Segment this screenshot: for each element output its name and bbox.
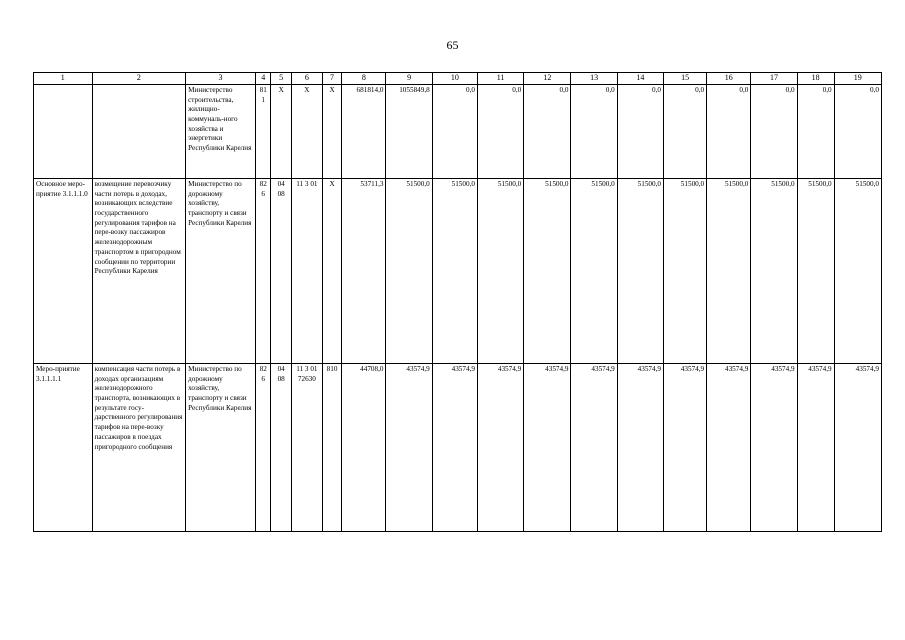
column-header: 11: [477, 73, 523, 85]
value-cell: 43574,9: [663, 363, 706, 531]
column-header: 14: [617, 73, 663, 85]
column-header: 18: [797, 73, 834, 85]
vr-cell: X: [322, 178, 342, 363]
column-header: 8: [342, 73, 386, 85]
column-header: 16: [707, 73, 751, 85]
value-cell: 0,0: [707, 84, 751, 178]
csr-cell: 11 3 01: [291, 178, 322, 363]
column-header: 17: [751, 73, 797, 85]
value-cell: 0,0: [617, 84, 663, 178]
value-cell: 51500,0: [834, 178, 881, 363]
measure-name-cell: [92, 84, 186, 178]
executor-cell: Министерство строительства, жилищно-коммуналь-ного хозяйства и энергетики Республики Карелия: [186, 84, 256, 178]
value-cell: 43574,9: [707, 363, 751, 531]
value-cell: 51500,0: [571, 178, 617, 363]
column-header: 12: [524, 73, 571, 85]
value-cell: 0,0: [571, 84, 617, 178]
value-cell: 43574,9: [477, 363, 523, 531]
value-cell: 51500,0: [797, 178, 834, 363]
value-cell: 51500,0: [477, 178, 523, 363]
column-header: 5: [271, 73, 292, 85]
value-cell: 43574,9: [834, 363, 881, 531]
executor-cell: Министерство по дорожному хозяйству, транспорту и связи Республики Карелия: [186, 363, 256, 531]
measure-code-cell: [34, 84, 93, 178]
table-row: [34, 363, 882, 531]
grbs-cell: 826: [256, 178, 271, 363]
value-cell: 51500,0: [432, 178, 477, 363]
column-header: 13: [571, 73, 617, 85]
budget-table: [33, 72, 882, 532]
page-number: 65: [446, 38, 459, 52]
csr-cell: 11 3 01 72630: [291, 363, 322, 531]
measure-code-cell: Основное меро-приятие 3.1.1.1.0: [34, 178, 93, 363]
value-cell: 0,0: [477, 84, 523, 178]
value-cell: 0,0: [834, 84, 881, 178]
value-cell: 51500,0: [386, 178, 432, 363]
vr-cell: X: [322, 84, 342, 178]
grbs-cell: 811: [256, 84, 271, 178]
value-cell: 53711,3: [342, 178, 386, 363]
table-row: [34, 178, 882, 363]
column-header: 6: [291, 73, 322, 85]
value-cell: 51500,0: [751, 178, 797, 363]
value-cell: 0,0: [751, 84, 797, 178]
value-cell: 51500,0: [524, 178, 571, 363]
rzpr-cell: 04 08: [271, 363, 292, 531]
column-header: 7: [322, 73, 342, 85]
value-cell: 43574,9: [751, 363, 797, 531]
column-header: 19: [834, 73, 881, 85]
value-cell: 43574,9: [386, 363, 432, 531]
value-cell: 51500,0: [617, 178, 663, 363]
vr-cell: 810: [322, 363, 342, 531]
table-row: [34, 84, 882, 178]
value-cell: 43574,9: [797, 363, 834, 531]
measure-name-cell: возмещение перевозчику части потерь в доходах, возникающих вследствие государственного регулирования тарифов на пере-возку пассажиров железнодорожным транспортом в пригородном сообщении по территории Республики Карелия: [92, 178, 186, 363]
header-row: [34, 73, 882, 85]
column-header: 2: [92, 73, 186, 85]
value-cell: 43574,9: [432, 363, 477, 531]
measure-name-cell: компенсация части потерь в доходах организациям железнодорожного транспорта, возникающих в результате госу-дарственного регулирования тарифов на пере-возку пассажиров в поездах пригородного сообщения: [92, 363, 186, 531]
column-header: 9: [386, 73, 432, 85]
grbs-cell: 826: [256, 363, 271, 531]
column-header: 15: [663, 73, 706, 85]
value-cell: 0,0: [663, 84, 706, 178]
value-cell: 51500,0: [663, 178, 706, 363]
value-cell: 44708,0: [342, 363, 386, 531]
measure-code-cell: Меро-приятие 3.1.1.1.1: [34, 363, 93, 531]
column-header: 4: [256, 73, 271, 85]
executor-cell: Министерство по дорожному хозяйству, транспорту и связи Республики Карелия: [186, 178, 256, 363]
column-header: 3: [186, 73, 256, 85]
rzpr-cell: 04 08: [271, 178, 292, 363]
column-header: 10: [432, 73, 477, 85]
value-cell: 43574,9: [571, 363, 617, 531]
value-cell: 1055849,8: [386, 84, 432, 178]
value-cell: 51500,0: [707, 178, 751, 363]
value-cell: 0,0: [524, 84, 571, 178]
column-header: 1: [34, 73, 93, 85]
csr-cell: X: [291, 84, 322, 178]
value-cell: 681814,0: [342, 84, 386, 178]
value-cell: 0,0: [797, 84, 834, 178]
value-cell: 43574,9: [617, 363, 663, 531]
value-cell: 43574,9: [524, 363, 571, 531]
rzpr-cell: X: [271, 84, 292, 178]
value-cell: 0,0: [432, 84, 477, 178]
